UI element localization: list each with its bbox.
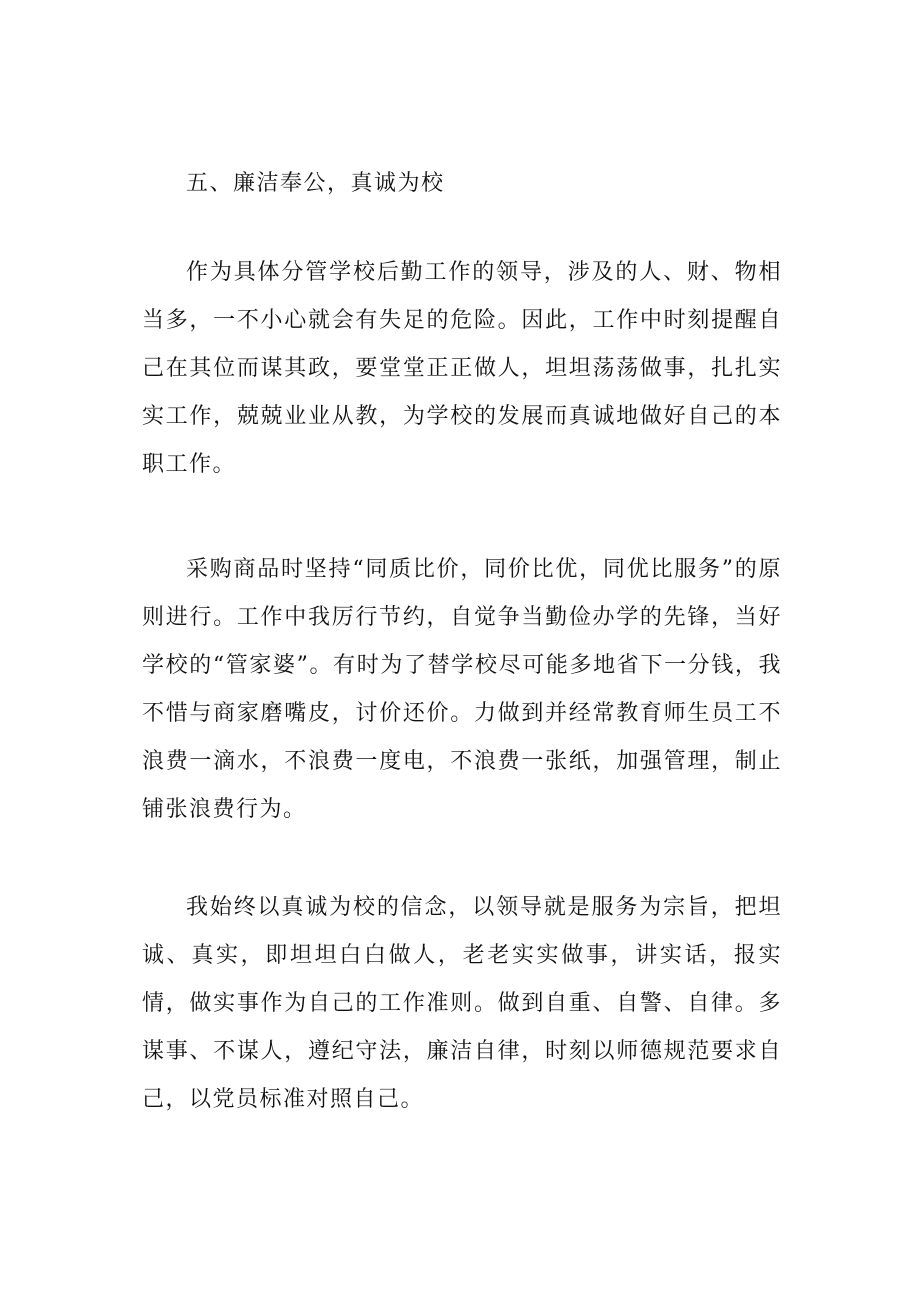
paragraph-procurement-thrift: 采购商品时坚持“同质比价，同价比优，同优比服务”的原则进行。工作中我厉行节约，自觉争当勤俭办学的先锋，当好学校的“管家婆”。有时为了替学校尽可能多地省下一分钱，我不惜与商家磨嘴皮，讨价还价。力做到并经常教育师生员工不浪费一滴水，不浪费一度电，不浪费一张纸，加强管理，制止铺张浪费行为。 xyxy=(142,557,782,822)
section-heading: 五、廉洁奉公，真诚为校 xyxy=(186,171,445,196)
paragraph-sincerity-principles: 我始终以真诚为校的信念，以领导就是服务为宗旨，把坦诚、真实，即坦坦白白做人，老老实实做事，讲实话，报实情，做实事作为自己的工作准则。做到自重、自警、自律。多谋事、不谋人，遵纪守法，廉洁自律，时刻以师德规范要求自己，以党员标准对照自己。 xyxy=(142,895,782,1112)
paragraph-integrity-duty: 作为具体分管学校后勤工作的领导，涉及的人、财、物相当多，一不小心就会有失足的危险。因此，工作中时刻提醒自己在其位而谋其政，要堂堂正正做人，坦坦荡荡做事，扎扎实实工作，兢兢业业从教，为学校的发展而真诚地做好自己的本职工作。 xyxy=(142,260,782,477)
